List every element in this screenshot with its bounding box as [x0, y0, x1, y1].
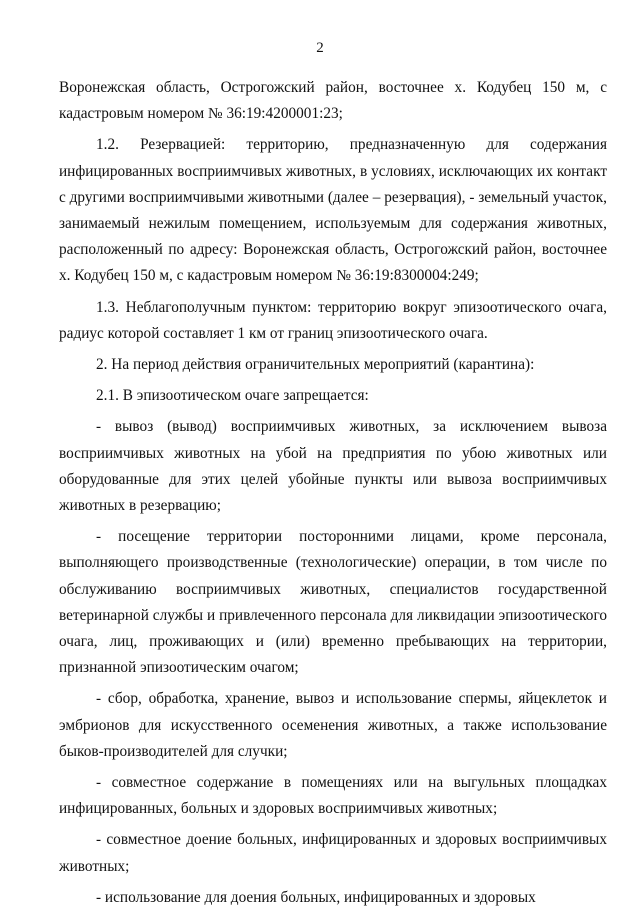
paragraph-1-3-unfavorable-point: 1.3. Неблагополучным пунктом: территорию вокруг эпизоотического очага, радиус которой составляет 1 км от границ эпизоотического очага.: [59, 298, 607, 342]
list-item-joint-keeping: - совместное содержание в помещениях или на выгульных площадках инфицированных, больных и здоровых восприимчивых животных;: [59, 774, 607, 818]
page-number: 2: [316, 40, 324, 56]
document-body: [59, 75, 607, 916]
list-item-visiting: - посещение территории посторонними лицами, кроме персонала, выполняющего производственные (технологические) операции, в том числе по обслуживанию восприимчивых животных, специалистов государственной ветеринарной службы и привлеченного персонала для ликвидации эпизоотического очага, лиц, проживающих и (или) временно пребывающих на территории, признанной эпизоотическим очагом;: [59, 528, 607, 677]
list-item-milking-use: - использование для доения больных, инфицированных и здоровых: [96, 888, 536, 906]
paragraph-2-1-prohibited: 2.1. В эпизоотическом очаге запрещается:: [96, 387, 369, 405]
paragraph-1-2-reservation: 1.2. Резервацией: территорию, предназначенную для содержания инфицированных восприимчивых животных, в условиях, исключающих их контакт с другими восприимчивыми животными (далее – резервация), - земельный участок, занимаемый нежилым помещением, используемым для содержания животных, расположенный по адресу: Воронежская область, Острогожский район, восточнее х. Кодубец 150 м, с кадастровым номером № 36:19:8300004:249;: [59, 136, 607, 285]
paragraph-address-continuation: Воронежская область, Острогожский район, восточнее х. Кодубец 150 м, с кадастровым номером № 36:19:4200001:23;: [59, 79, 607, 123]
list-item-semen-collection: - сбор, обработка, хранение, вывоз и использование спермы, яйцеклеток и эмбрионов для искусственного осеменения животных, а также использование быков-производителей для случки;: [59, 690, 607, 760]
paragraph-2-quarantine-period: 2. На период действия ограничительных мероприятий (карантина):: [96, 356, 535, 374]
list-item-removal: - вывоз (вывод) восприимчивых животных, за исключением вывоза восприимчивых животных на убой на предприятия по убою животных или оборудованные для этих целей убойные пункты или вывоза восприимчивых животных в резервацию;: [59, 418, 607, 515]
list-item-joint-milking: - совместное доение больных, инфицированных и здоровых восприимчивых животных;: [59, 831, 607, 875]
